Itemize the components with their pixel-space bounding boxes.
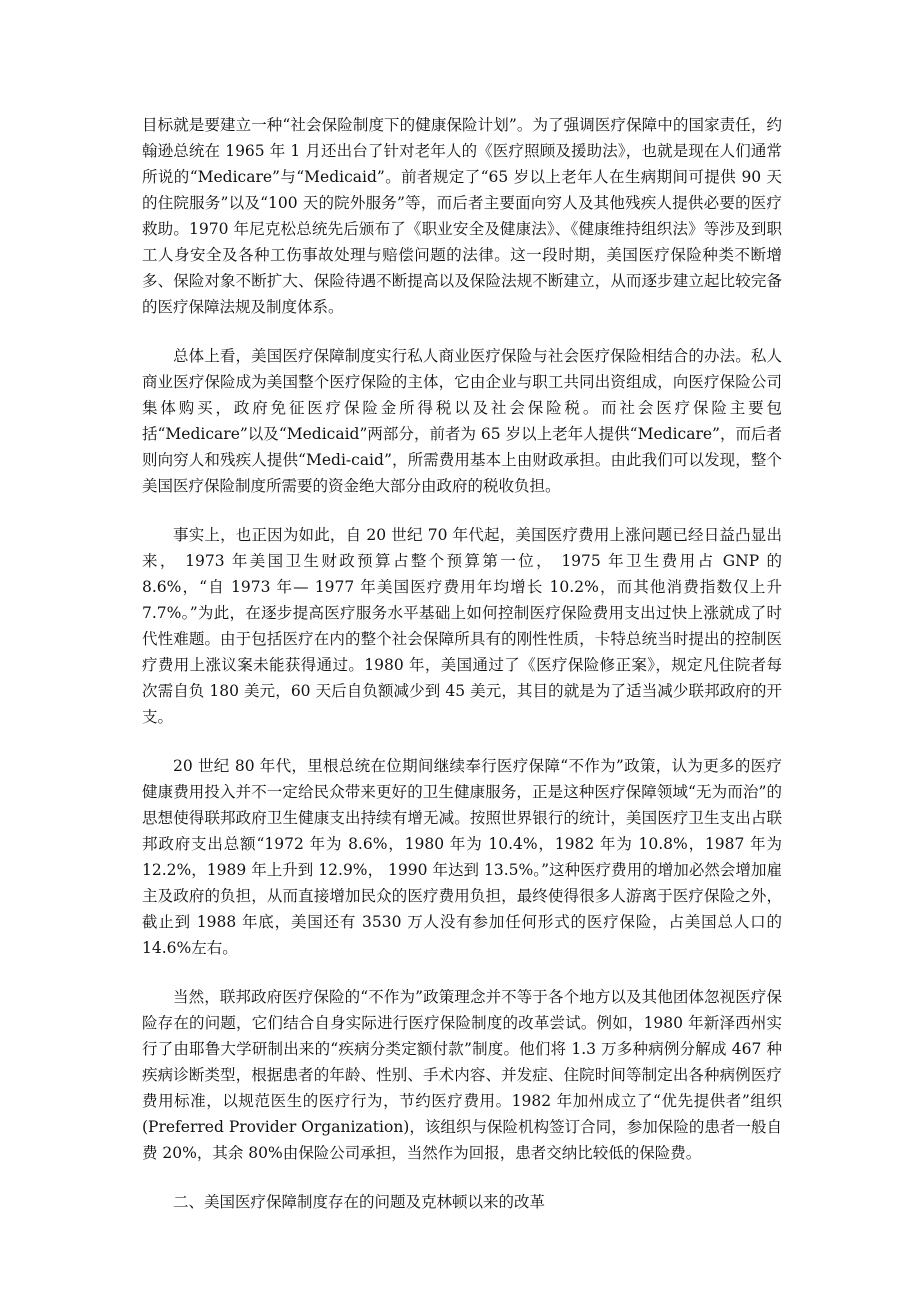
paragraph-3: 事实上，也正因为如此，自 20 世纪 70 年代起，美国医疗费用上涨问题已经日益凸显出来， 1973 年美国卫生财政预算占整个预算第一位， 1975 年卫生费用占 GNP 的 8.6%，“自 1973 年— 1977 年美国医疗费用年均增长 10.2%，而其他消费指数仅上升 7.7%。”为此，在逐步提高医疗服务水平基础上如何控制医疗保险费用支出过快上涨就成了时代性难题。由于包括医疗在内的整个社会保障所具有的刚性性质，卡特总统当时提出的控制医疗费用上涨议案未能获得通过。1980 年，美国通过了《医疗保险修正案》，规定凡住院者每次需自负 180 美元，60 天后自负额减少到 45 美元，其目的就是为了适当减少联邦政府的开支。 [142,526,782,726]
paragraph-1: 目标就是要建立一种“社会保险制度下的健康保险计划”。为了强调医疗保障中的国家责任，约翰逊总统在 1965 年 1 月还出台了针对老年人的《医疗照顾及援助法》，也就是现在人们通常所说的“Medicare”与“Medicaid”。前者规定了“65 岁以上老年人在生病期间可提供 90 天的住院服务”以及“100 天的院外服务”等，而后者主要面向穷人及其他残疾人提供必要的医疗救助。1970 年尼克松总统先后颁布了《职业安全及健康法》、《健康维持组织法》等涉及到职工人身安全及各种工伤事故处理与赔偿问题的法律。这一段时期，美国医疗保险种类不断增多、保险对象不断扩大、保险待遇不断提高以及保险法规不断建立，从而逐步建立起比较完备的医疗保障法规及制度体系。 [142,116,782,316]
section-heading: 二、美国医疗保障制度存在的问题及克林顿以来的改革 [173,1193,546,1211]
paragraph-4: 20 世纪 80 年代，里根总统在位期间继续奉行医疗保障“不作为”政策，认为更多的医疗健康费用投入并不一定给民众带来更好的卫生健康服务，正是这种医疗保障领域“无为而治”的思想使得联邦政府卫生健康支出持续有增无减。按照世界银行的统计，美国医疗卫生支出占联邦政府支出总额“1972 年为 8.6%，1980 年为 10.4%，1982 年为 10.8%，1987 年为 12.2%，1989 年上升到 12.9%， 1990 年达到 13.5%。”这种医疗费用的增加必然会增加雇主及政府的负担，从而直接增加民众的医疗费用负担，最终使得很多人游离于医疗保险之外，截止到 1988 年底，美国还有 3530 万人没有参加任何形式的医疗保险，占美国总人口的 14.6%左右。 [142,757,782,957]
document-page [142,112,782,1215]
paragraph-5: 当然，联邦政府医疗保险的“不作为”政策理念并不等于各个地方以及其他团体忽视医疗保险存在的问题，它们结合自身实际进行医疗保险制度的改革尝试。例如，1980 年新泽西州实行了由耶鲁大学研制出来的“疾病分类定额付款”制度。他们将 1.3 万多种病例分解成 467 种疾病诊断类型，根据患者的年龄、性别、手术内容、并发症、住院时间等制定出各种病例医疗费用标准，以规范医生的医疗行为，节约医疗费用。1982 年加州成立了“优先提供者”组织(Preferred Provider Organization)，该组织与保险机构签订合同，参加保险的患者一般自费 20%，其余 80%由保险公司承担，当然作为回报，患者交纳比较低的保险费。 [142,988,782,1162]
paragraph-2: 总体上看，美国医疗保障制度实行私人商业医疗保险与社会医疗保险相结合的办法。私人商业医疗保险成为美国整个医疗保险的主体，它由企业与职工共同出资组成，向医疗保险公司集体购买，政府免征医疗保险金所得税以及社会保险税。而社会医疗保险主要包括“Medicare”以及“Medicaid”两部分，前者为 65 岁以上老年人提供“Medicare”，而后者则向穷人和残疾人提供“Medi-caid”，所需费用基本上由财政承担。由此我们可以发现，整个美国医疗保险制度所需要的资金绝大部分由政府的税收负担。 [142,347,782,495]
